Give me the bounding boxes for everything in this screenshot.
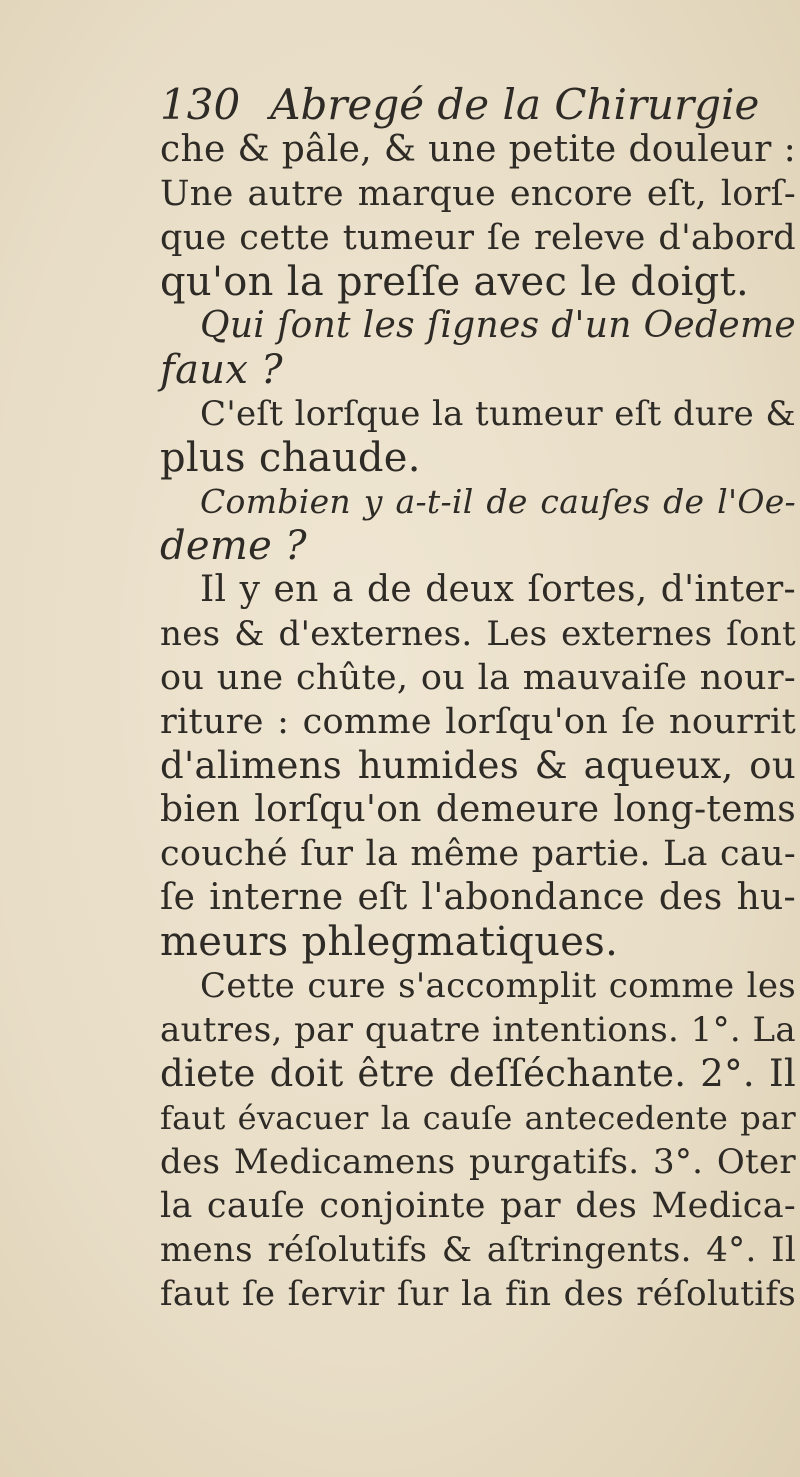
- text-line: Cette cure s'accomplit comme les: [200, 966, 796, 1006]
- text-line: ſe interne eſt l'abondance des hu-: [160, 877, 796, 918]
- text-line: che & pâle, & une petite douleur :: [160, 129, 796, 170]
- text-line: C'eſt lorſque la tumeur eſt dure &: [200, 394, 796, 434]
- text-line: riture : comme lorſqu'on ſe nourrit: [160, 702, 796, 742]
- text-line: autres, par quatre intentions. 1°. La: [160, 1010, 796, 1050]
- running-head: [160, 82, 796, 128]
- text-line: plus chaude.: [160, 435, 421, 481]
- text-line: que cette tumeur ſe releve d'abord: [160, 218, 796, 258]
- question-line: faux ?: [160, 347, 283, 393]
- text-line: mens réſolutifs & aſtringents. 4°. Il: [160, 1230, 796, 1270]
- text-line: ou une chûte, ou la mauvaiſe nour-: [160, 658, 796, 698]
- text-line: la cauſe conjointe par des Medica-: [160, 1186, 796, 1226]
- question-line: deme ?: [160, 523, 307, 569]
- page-number: 130: [160, 80, 241, 129]
- text-block: [160, 82, 796, 1316]
- text-line: Il y en a de deux ſortes, d'inter-: [200, 569, 796, 610]
- question-line: Qui ſont les ſignes d'un Oedeme: [200, 305, 796, 346]
- text-line: faut évacuer la cauſe antecedente par: [160, 1099, 796, 1137]
- text-line: meurs phlegmatiques.: [160, 919, 619, 965]
- text-line: faut ſe ſervir ſur la fin des réſolutifs: [160, 1274, 796, 1314]
- question-line: Combien y a-t-il de cauſes de l'Oe-: [200, 482, 796, 521]
- text-line: diete doit être deſſéchante. 2°. Il: [160, 1052, 796, 1095]
- text-line: bien lorſqu'on demeure long-tems: [160, 789, 796, 830]
- text-line: nes & d'externes. Les externes ſont: [160, 614, 796, 654]
- text-line: Une autre marque encore eſt, lorſ-: [160, 174, 796, 214]
- text-line: des Medicamens purgatifs. 3°. Oter: [160, 1142, 796, 1182]
- text-line: d'alimens humides & aqueux, ou: [160, 744, 796, 787]
- text-line: couché ſur la même partie. La cau-: [160, 834, 796, 874]
- running-head-title: Abregé de la Chirurgie: [270, 80, 760, 129]
- text-line: qu'on la preſſe avec le doigt.: [160, 259, 749, 305]
